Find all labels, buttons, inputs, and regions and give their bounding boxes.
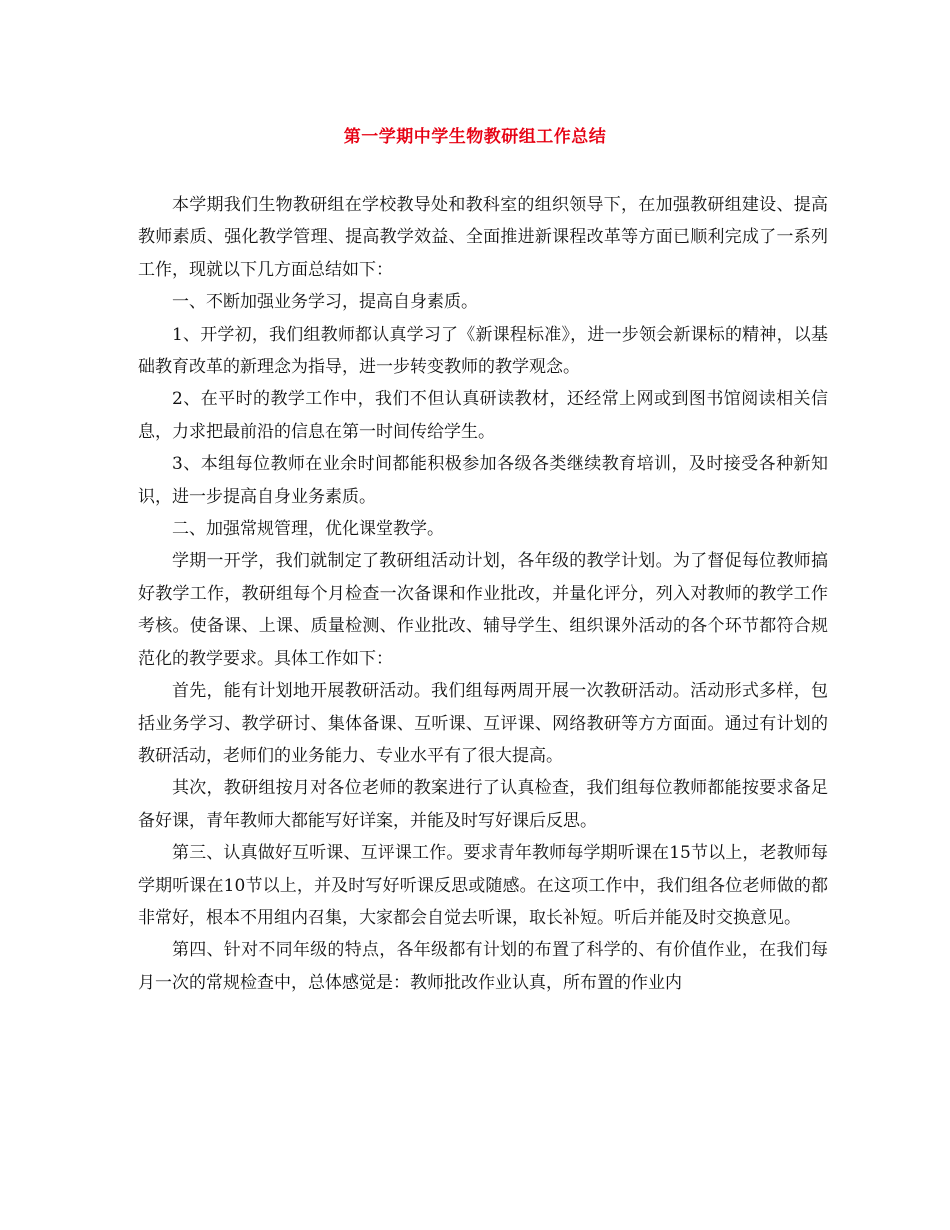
paragraph: 首先，能有计划地开展教研活动。我们组每两周开展一次教研活动。活动形式多样，包括业务学习、教学研讨、集体备课、互听课、互评课、网络教研等方方面面。通过有计划的教研活动，老师们的业务能力、专业水平有了很大提高。 (138, 681, 828, 766)
paragraph: 第三、认真做好互听课、互评课工作。要求青年教师每学期听课在15节以上，老教师每学期听课在10节以上，并及时写好听课反思或随感。在这项工作中，我们组各位老师做的都非常好，根本不用组内召集，大家都会自觉去听课，取长补短。听后并能及时交换意见。 (138, 843, 828, 928)
paragraph: 3、本组每位教师在业余时间都能积极参加各级各类继续教育培训，及时接受各种新知识，进一步提高自身业务素质。 (138, 454, 828, 507)
document-body (138, 189, 828, 999)
paragraph: 其次，教研组按月对各位老师的教案进行了认真检查，我们组每位教师都能按要求备足备好课，青年教师大都能写好详案，并能及时写好课后反思。 (138, 778, 828, 831)
section-heading: 二、加强常规管理，优化课堂教学。 (172, 519, 444, 540)
paragraph: 2、在平时的教学工作中，我们不但认真研读教材，还经常上网或到图书馆阅读相关信息，力求把最前沿的信息在第一时间传给学生。 (138, 389, 828, 442)
paragraph: 第四、针对不同年级的特点，各年级都有计划的布置了科学的、有价值作业，在我们每月一次的常规检查中，总体感觉是：教师批改作业认真，所布置的作业内 (138, 940, 828, 993)
paragraph: 1、开学初，我们组教师都认真学习了《新课程标准》，进一步领会新课标的精神，以基础教育改革的新理念为指导，进一步转变教师的教学观念。 (138, 324, 828, 378)
paragraph: 学期一开学，我们就制定了教研组活动计划，各年级的教学计划。为了督促每位教师搞好教学工作，教研组每个月检查一次备课和作业批改，并量化评分，列入对教师的教学工作考核。使备课、上课、质量检测、作业批改、辅导学生、组织课外活动的各个环节都符合规范化的教学要求。具体工作如下： (138, 551, 828, 669)
document-title: 第一学期中学生物教研组工作总结 (343, 127, 607, 147)
section-heading: 一、不断加强业务学习，提高自身素质。 (172, 292, 478, 313)
paragraph: 本学期我们生物教研组在学校教导处和教科室的组织领导下，在加强教研组建设、提高教师素质、强化教学管理、提高教学效益、全面推进新课程改革等方面已顺利完成了一系列工作，现就以下几方面总结如下： (138, 195, 828, 280)
